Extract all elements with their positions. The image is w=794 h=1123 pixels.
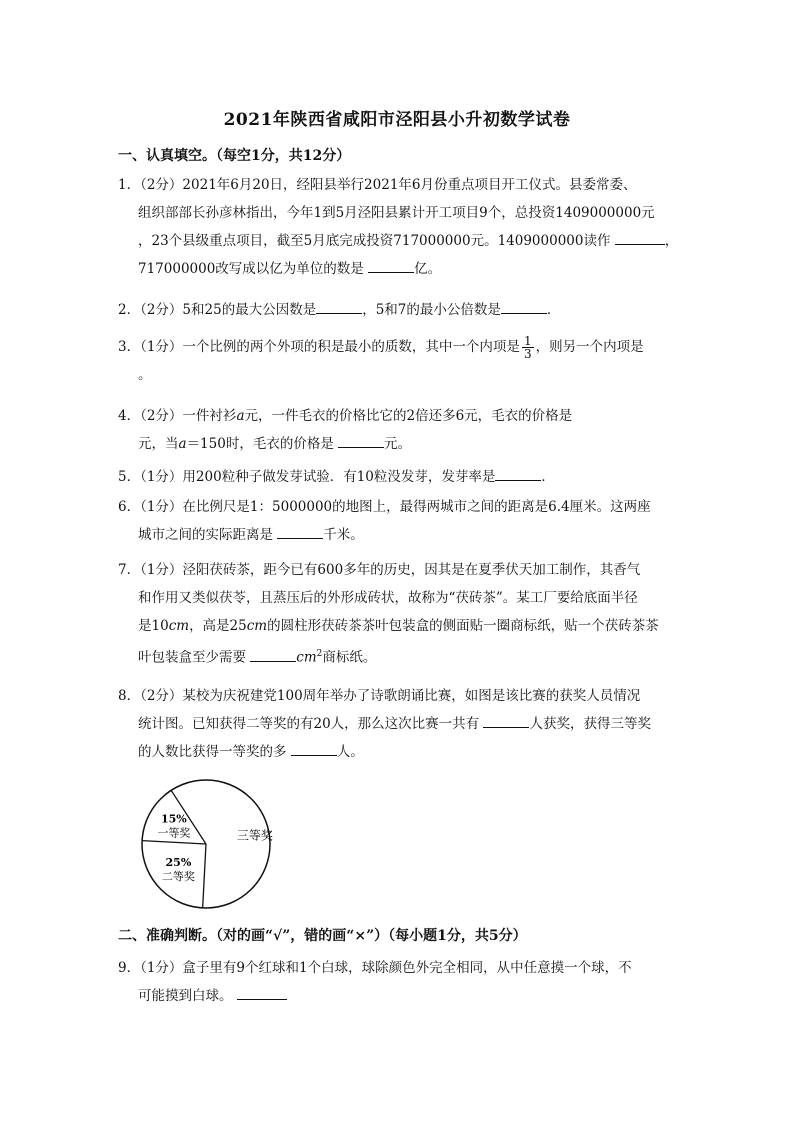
question-4: 4．（2分）一件衬衫a元，一件毛衣的价格比它的2倍还多6元，毛衣的价格是 元，当a＝150时，毛衣的价格是 元。 [118,408,573,452]
pie-slice-percent: 15% [160,812,187,826]
question-5: 5．（1分）用200粒种子做发芽试验．有10粒没发芽，发芽率是 ． [118,463,678,491]
question-7: 7．（1分）泾阳茯砖茶，距今已有600多年的历史，因其是在夏季伏天加工制作，其香气 和作用又类似茯苓，且蒸压后的外形成砖状，故称为“茯砖茶”。某工厂要给底面半径 是10cm，高是25cm的圆柱形茯砖茶茶叶包装盒的侧面贴一圈商标纸，贴一个茯砖茶茶 叶包装盒至少需要 $cm^2$商标纸。 [118,562,659,666]
pie-slice-label: 三等奖 [236,828,273,843]
section-1-heading: 一、认真填空。（每空1分，共12分） [118,148,351,164]
answer-blank[interactable] [501,297,547,314]
pie-slice-label: 二等奖 [161,869,195,883]
answer-blank[interactable] [483,711,529,728]
question-1-line-1: 1．（2分）2021年6月20日，经阳县举行2021年6月份重点项目开工仪式。县委常委、 [118,177,637,193]
answer-blank[interactable] [615,228,665,245]
section-2-heading: 二、准确判断。（对的画“√”，错的画“×”）（每小题1分，共5分） [118,928,527,944]
answer-blank[interactable] [495,464,541,481]
question-6: 6．（1分）在比例尺是1：5000000的地图上，最得两城市之间的距离是6.4厘米。这两座 城市之间的实际距离是 千米。 [118,499,651,543]
pie-slice-percent: 25% [165,855,192,869]
answer-blank[interactable] [316,297,362,314]
question-1-line-2: 组织部部长孙彦林指出，今年1到5月泾阳县累计开工项目9个，总投资1409000000元 [138,205,655,221]
question-2: 2．（2分）5和25的最大公因数是 ，5和7的最小公倍数是 ． [118,296,678,324]
answer-blank[interactable] [338,431,384,448]
question-3: 3．（1分）一个比例的两个外项的积是最小的质数，其中一个内项是 $\frac{1}{3}$ ，则另一个内项是 。 [118,334,644,383]
question-1 [118,171,678,283]
answer-blank[interactable] [277,522,323,539]
pie-slice-label: 一等奖 [157,826,191,840]
page-title: 2021年陕西省咸阳市泾阳县小升初数学试卷 [223,110,571,130]
answer-blank[interactable] [250,645,296,662]
answer-blank[interactable] [237,983,287,1000]
award-pie-chart [136,778,276,910]
question-1-line-3: ，23个县级重点项目，截至5月底完成投资717000000元。1409000000读作 ， [118,227,678,255]
question-1-line-4: 717000000改写成以亿为单位的数是 亿。 [118,255,678,283]
question-9: 9．（1分）盒子里有9个红球和1个白球，球除颜色外完全相同，从中任意摸一个球，不 可能摸到白球。 [118,960,632,1004]
question-8: 8．（2分）某校为庆祝建党100周年举办了诗歌朗诵比赛，如图是该比赛的获奖人员情况 统计图。已知获得二等奖的有20人，那么这次比赛一共有 人获奖，获得三等奖 的人数比获得一等奖的多 人。 [118,688,651,760]
answer-blank[interactable] [368,256,414,273]
fraction: $\frac{1}{3}$ [523,334,532,361]
answer-blank[interactable] [291,739,337,756]
